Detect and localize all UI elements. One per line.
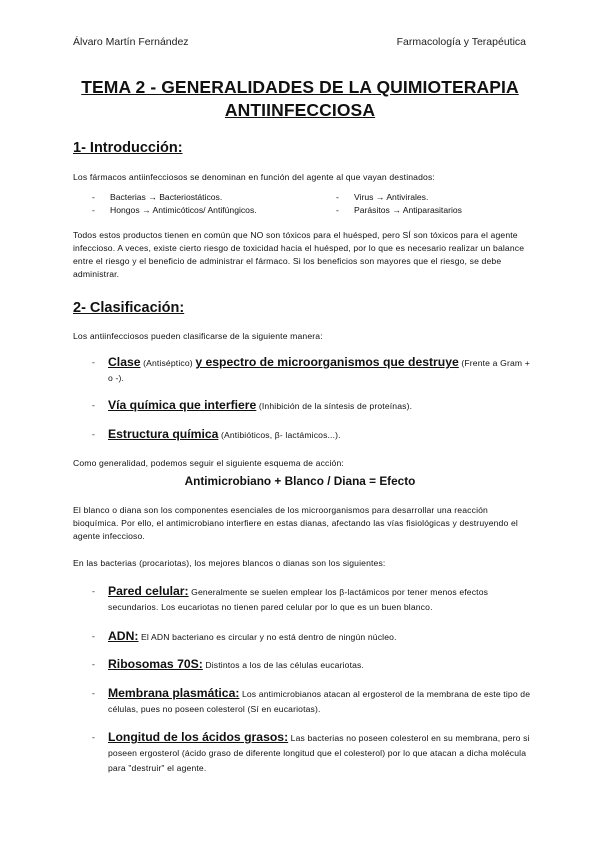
title-line-2: ANTIINFECCIOSA [224, 100, 376, 120]
target-paragraph: El blanco o diana son los componentes esenciales de los microorganismos para desarrollar una reacción bioquímica. Por ello, el antimicrobiano interfiere en estas dianas, afectando las vías fisiológicas y destruyendo el agente infeccioso. [73, 505, 518, 542]
list-item: - Hongos → Antimicóticos/ Antifúngicos. [92, 204, 257, 215]
section-heading-introduccion: 1- Introducción: [73, 140, 183, 156]
target-item-ribosomas: - Ribosomas 70S: Distintos a los de las células eucariotas. [92, 657, 365, 671]
title-line-1: TEMA 2 - GENERALIDADES DE LA QUIMIOTERAPIA [81, 77, 519, 97]
header-author: Álvaro Martín Fernández [73, 36, 189, 48]
scheme-intro: Como generalidad, podemos seguir el siguiente esquema de acción: [73, 458, 344, 468]
bullet-list-right [336, 191, 462, 216]
target-item-acidos-grasos: - Longitud de los ácidos grasos: Las bacterias no poseen colesterol en su membrana, pero si poseen ergosterol (ácido graso de diferente longitud que el colesterol) por lo que atacan a dicha molécula para "destruir" el agente. [92, 730, 530, 774]
list-item: - Bacterias → Bacteriostáticos. [92, 192, 223, 202]
target-item-pared-celular: - Pared celular: Generalmente se suelen emplear los β-lactámicos por tener menos efectos secundarios. Los eucariotas no tienen pared celular por lo que es un buen blanco. [92, 584, 489, 613]
classification-intro: Los antiinfecciosos pueden clasificarse de la siguiente manera: [73, 331, 323, 341]
header-subject: Farmacología y Terapéutica [396, 36, 526, 48]
classification-item-via: - Vía química que interfiere (Inhibición de la síntesis de proteínas). [92, 398, 413, 412]
target-item-membrana: - Membrana plasmática: Los antimicrobianos atacan al ergosterol de la membrana de este tipo de células, pues no poseen colesterol (Sí en eucariotas). [92, 686, 531, 715]
list-item: - Virus → Antivirales. [336, 192, 429, 202]
action-formula: Antimicrobiano + Blanco / Diana = Efecto [184, 474, 416, 488]
intro-text: Los fármacos antiinfecciosos se denominan en función del agente al que vayan destinados: [73, 172, 435, 182]
section-heading-clasificacion: 2- Clasificación: [73, 300, 185, 316]
bullet-list-left [92, 191, 257, 216]
classification-item-estructura: - Estructura química (Antibióticos, β- lactámicos...). [92, 427, 341, 441]
targets-intro: En las bacterias (procariotas), los mejores blancos o dianas son los siguientes: [73, 558, 386, 568]
page-title [0, 76, 600, 122]
list-item: - Parásitos → Antiparasitarios [336, 204, 462, 215]
target-item-adn: - ADN: El ADN bacteriano es circular y no está dentro de ningún núcleo. [92, 629, 397, 643]
intro-paragraph: Todos estos productos tienen en común que NO son tóxicos para el huésped, pero SÍ son tóxicos para el agente infeccioso. A veces, existe cierto riesgo de toxicidad hacia el huésped, por lo que es necesario realizar un balance entre el riesgo y el beneficio de administrar el fármaco. Si los beneficios son mayores que el riesgo, se debe administrar. [73, 230, 525, 280]
classification-item-clase: - Clase (Antiséptico) y espectro de microorganismos que destruye (Frente a Gram + o -). [92, 355, 530, 384]
